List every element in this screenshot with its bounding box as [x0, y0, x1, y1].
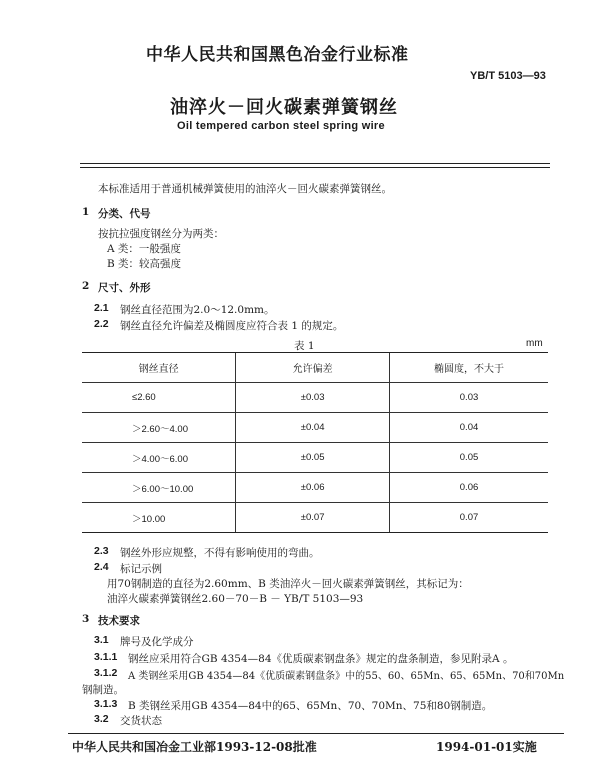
section-1-line: 按抗拉强度钢丝分为两类： — [98, 228, 224, 240]
section-1-number: 1 — [82, 206, 90, 218]
clause-3-1-number: 3.1 — [94, 634, 109, 646]
table-caption: 表 1 — [294, 340, 315, 352]
cell-ovality: 0.04 — [390, 413, 548, 443]
section-1-title: 分类、代号 — [98, 208, 151, 220]
clause-3-1-2-number: 3.1.2 — [94, 667, 118, 679]
clause-3-1-3-text: B 类钢丝采用GB 4354—84中的65、65Mn、70、70Mn、75和80钢制造。 — [128, 700, 493, 712]
cell-ovality: 0.07 — [390, 503, 548, 533]
clause-2-1-number: 2.1 — [94, 302, 109, 314]
clause-2-2-number: 2.2 — [94, 318, 109, 330]
section-3-title: 技术要求 — [98, 615, 140, 627]
implementation-date: 1994-01-01实施 — [436, 740, 537, 754]
approval-note: 中华人民共和国冶金工业部1993-12-08批准 — [72, 740, 317, 754]
clause-2-1-text: 钢丝直径范围为2.0～12.0mm。 — [120, 304, 275, 316]
cell-ovality: 0.06 — [390, 473, 548, 503]
cell-tolerance: ±0.04 — [236, 413, 390, 443]
table-header-row — [82, 353, 548, 383]
table-row — [82, 383, 548, 413]
cell-diameter: ≤2.60 — [82, 383, 236, 413]
clause-3-2-text: 交货状态 — [120, 715, 162, 727]
clause-2-3-number: 2.3 — [94, 545, 109, 557]
section-1-class-a: A 类：一般强度 — [107, 243, 181, 255]
cell-tolerance: ±0.05 — [236, 443, 390, 473]
section-3-number: 3 — [82, 613, 90, 625]
clause-3-1-1-text: 钢丝应采用符合GB 4354—84《优质碳素钢盘条》规定的盘条制造，参见附录A 。 — [128, 653, 514, 665]
cell-diameter: ＞10.00 — [82, 503, 236, 533]
header-ovality: 椭圆度，不大于 — [390, 353, 548, 383]
section-2-number: 2 — [82, 280, 90, 292]
cell-tolerance: ±0.03 — [236, 383, 390, 413]
intro-paragraph: 本标准适用于普通机械弹簧使用的油淬火－回火碳素弹簧钢丝。 — [98, 183, 392, 195]
cell-diameter: ＞6.00～10.00 — [82, 473, 236, 503]
cell-tolerance: ±0.06 — [236, 473, 390, 503]
tolerance-table — [82, 352, 548, 533]
table-row — [82, 443, 548, 473]
clause-2-3-text: 钢丝外形应规整，不得有影响使用的弯曲。 — [120, 547, 320, 559]
clause-2-4-text: 标记示例 — [120, 563, 162, 575]
table-row — [82, 503, 548, 533]
cell-diameter: ＞4.00～6.00 — [82, 443, 236, 473]
clause-3-1-2-text: A 类钢丝采用GB 4354—84《优质碳素钢盘条》中的55、60、65Mn、65、65Mn、70和70Mn — [128, 671, 565, 682]
clause-3-1-3-number: 3.1.3 — [94, 698, 118, 710]
section-1-class-b: B 类：较高强度 — [107, 258, 182, 270]
cell-tolerance: ±0.07 — [236, 503, 390, 533]
clause-2-2-text: 钢丝直径允许偏差及椭圆度应符合表 1 的规定。 — [120, 320, 344, 332]
document-title-en: Oil tempered carbon steel spring wire — [177, 120, 385, 132]
table-unit: mm — [526, 338, 543, 349]
header-tolerance: 允许偏差 — [236, 353, 390, 383]
header-diameter: 钢丝直径 — [82, 353, 236, 383]
agency-title: 中华人民共和国黑色冶金行业标准 — [146, 45, 409, 65]
cell-ovality: 0.05 — [390, 443, 548, 473]
clause-3-1-2-continuation: 钢制造。 — [82, 684, 124, 696]
header-rule-bottom — [80, 167, 550, 168]
header-rule-top — [80, 163, 550, 164]
standard-number: YB/T 5103—93 — [470, 70, 546, 82]
table-row — [82, 413, 548, 443]
table-row — [82, 473, 548, 503]
cell-ovality: 0.03 — [390, 383, 548, 413]
clause-3-1-1-number: 3.1.1 — [94, 651, 118, 663]
marking-example-code: 油淬火碳素弹簧钢丝2.60－70－B － YB/T 5103—93 — [107, 593, 364, 605]
clause-3-2-number: 3.2 — [94, 713, 109, 725]
clause-3-1-text: 牌号及化学成分 — [120, 636, 194, 648]
marking-example-intro: 用70钢制造的直径为2.60mm、B 类油淬火－回火碳素弹簧钢丝，其标记为： — [107, 578, 469, 590]
footer-rule — [68, 733, 564, 734]
clause-2-4-number: 2.4 — [94, 561, 109, 573]
document-title-cn: 油淬火－回火碳素弹簧钢丝 — [170, 97, 398, 118]
section-2-title: 尺寸、外形 — [98, 282, 151, 294]
cell-diameter: ＞2.60～4.00 — [82, 413, 236, 443]
